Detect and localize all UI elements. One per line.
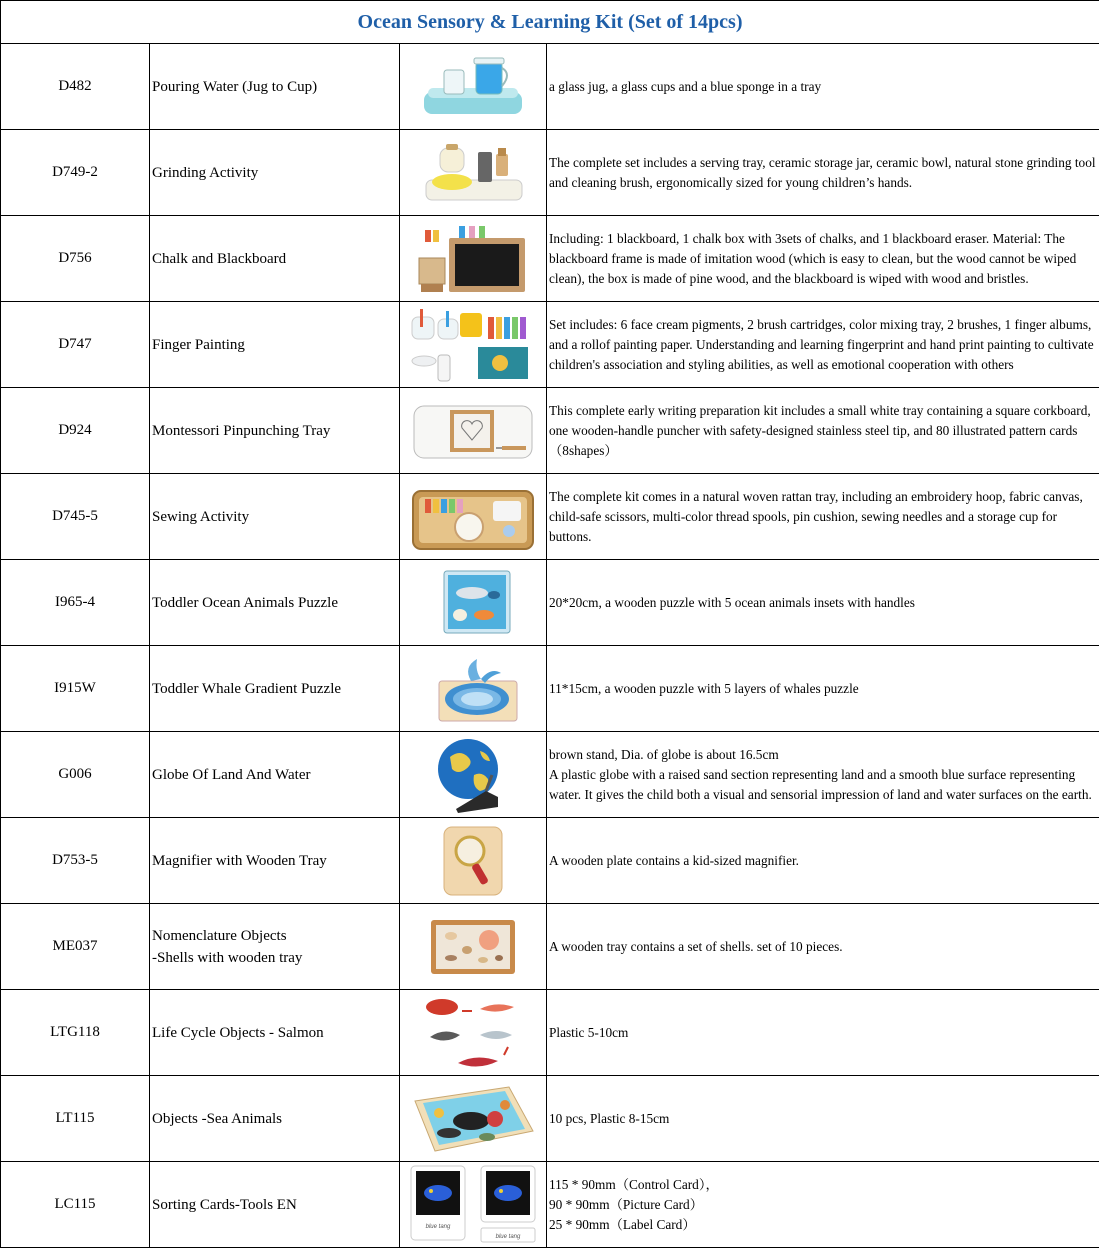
product-code: D749-2	[1, 130, 150, 216]
product-name: Sorting Cards-Tools EN	[150, 1162, 400, 1248]
product-code: D745-5	[1, 474, 150, 560]
product-description: A wooden tray contains a set of shells. set of 10 pieces.	[547, 904, 1099, 990]
product-name: Chalk and Blackboard	[150, 216, 400, 302]
shells-tray-image	[427, 916, 519, 978]
table-row	[1, 818, 1099, 904]
card-label: blue tang	[426, 1224, 451, 1230]
product-image-cell	[400, 1076, 547, 1162]
product-code: D482	[1, 44, 150, 130]
product-image-cell	[400, 1162, 547, 1248]
product-description: A wooden plate contains a kid-sized magnifier.	[547, 818, 1099, 904]
product-description: This complete early writing preparation kit includes a small white tray containing a square corkboard, one wooden-handle puncher with safety-designed stainless steel tip, and 80 illustrated pattern cards（8shapes）	[547, 388, 1099, 474]
jug-cup-tray-image	[418, 52, 528, 122]
ocean-puzzle-image	[428, 565, 518, 641]
product-image-cell	[400, 990, 547, 1076]
product-name: Toddler Ocean Animals Puzzle	[150, 560, 400, 646]
product-name: Life Cycle Objects - Salmon	[150, 990, 400, 1076]
table-row	[1, 560, 1099, 646]
product-code: D753-5	[1, 818, 150, 904]
table-row	[1, 1162, 1099, 1248]
title-row	[1, 1, 1099, 44]
product-description: Set includes: 6 face cream pigments, 2 brush cartridges, color mixing tray, 2 brushes, 1 finger albums, and a rollof painting paper. Understanding and learning fingerprint and hand print painting to cultivate children's association and styling abilities, as well as emotional cooperation with others	[547, 302, 1099, 388]
sorting-cards-image	[403, 1164, 543, 1246]
table-row	[1, 646, 1099, 732]
product-image-cell	[400, 818, 547, 904]
product-code: D747	[1, 302, 150, 388]
product-description: 10 pcs, Plastic 8-15cm	[547, 1076, 1099, 1162]
product-name: Grinding Activity	[150, 130, 400, 216]
table-row	[1, 474, 1099, 560]
product-image-cell	[400, 560, 547, 646]
card-label: blue tang	[496, 1234, 521, 1240]
pinpunch-tray-image	[410, 396, 536, 466]
product-code: D924	[1, 388, 150, 474]
product-image-cell	[400, 732, 547, 818]
product-description: 11*15cm, a wooden puzzle with 5 layers of whales puzzle	[547, 646, 1099, 732]
finger-paint-image	[408, 307, 538, 383]
product-name: Objects -Sea Animals	[150, 1076, 400, 1162]
product-name: Finger Painting	[150, 302, 400, 388]
product-name: Sewing Activity	[150, 474, 400, 560]
sewing-basket-image	[409, 481, 537, 553]
magnifier-tray-image	[438, 823, 508, 899]
product-image-cell	[400, 130, 547, 216]
table-row	[1, 732, 1099, 818]
whale-puzzle-image	[421, 651, 525, 727]
table-row	[1, 1076, 1099, 1162]
table-row	[1, 990, 1099, 1076]
product-description: a glass jug, a glass cups and a blue sponge in a tray	[547, 44, 1099, 130]
table-row	[1, 302, 1099, 388]
table-row	[1, 388, 1099, 474]
product-name: Nomenclature Objects -Shells with wooden tray	[150, 904, 400, 990]
table-row	[1, 904, 1099, 990]
product-image-cell	[400, 388, 547, 474]
product-name: Montessori Pinpunching Tray	[150, 388, 400, 474]
product-image-cell	[400, 474, 547, 560]
product-image-cell	[400, 216, 547, 302]
table-row	[1, 44, 1099, 130]
product-code: I965-4	[1, 560, 150, 646]
product-description: brown stand, Dia. of globe is about 16.5cm A plastic globe with a raised sand section representing land and a smooth blue surface representing water. It gives the child both a visual and sensorial impression of land and water surfaces on the earth.	[547, 732, 1099, 818]
globe-image	[428, 735, 518, 815]
salmon-lifecycle-image	[418, 993, 528, 1073]
product-description: The complete set includes a serving tray, ceramic storage jar, ceramic bowl, natural stone grinding tool and cleaning brush, ergonomically sized for young children’s hands.	[547, 130, 1099, 216]
product-code: ME037	[1, 904, 150, 990]
product-description: 20*20cm, a wooden puzzle with 5 ocean animals insets with handles	[547, 560, 1099, 646]
product-description: The complete kit comes in a natural woven rattan tray, including an embroidery hoop, fabric canvas, child-safe scissors, multi-color thread spools, pin cushion, sewing needles and a storage cup for buttons.	[547, 474, 1099, 560]
sea-animals-image	[409, 1081, 537, 1157]
product-image-cell	[400, 904, 547, 990]
product-code: I915W	[1, 646, 150, 732]
blackboard-image	[415, 222, 531, 296]
product-image-cell	[400, 646, 547, 732]
product-description: 115 * 90mm（Control Card）， 90 * 90mm（Picture Card） 25 * 90mm（Label Card）	[547, 1162, 1099, 1248]
product-name: Globe Of Land And Water	[150, 732, 400, 818]
product-code: LT115	[1, 1076, 150, 1162]
product-code: G006	[1, 732, 150, 818]
product-code: D756	[1, 216, 150, 302]
product-image-cell	[400, 44, 547, 130]
product-description: Including: 1 blackboard, 1 chalk box with 3sets of chalks, and 1 blackboard eraser. Material: The blackboard frame is made of imitation wood (which is easy to clean, but the wood cannot be wiped clean), the box is made of pine wood, and the blackboard is wiped with wood and bristles.	[547, 216, 1099, 302]
grinding-set-image	[418, 138, 528, 208]
product-image-cell	[400, 302, 547, 388]
product-name: Magnifier with Wooden Tray	[150, 818, 400, 904]
table-row	[1, 216, 1099, 302]
product-name: Pouring Water (Jug to Cup)	[150, 44, 400, 130]
product-name: Toddler Whale Gradient Puzzle	[150, 646, 400, 732]
product-code: LTG118	[1, 990, 150, 1076]
table-row	[1, 130, 1099, 216]
product-description: Plastic 5-10cm	[547, 990, 1099, 1076]
table-title: Ocean Sensory & Learning Kit (Set of 14pcs)	[1, 1, 1099, 44]
product-code: LC115	[1, 1162, 150, 1248]
